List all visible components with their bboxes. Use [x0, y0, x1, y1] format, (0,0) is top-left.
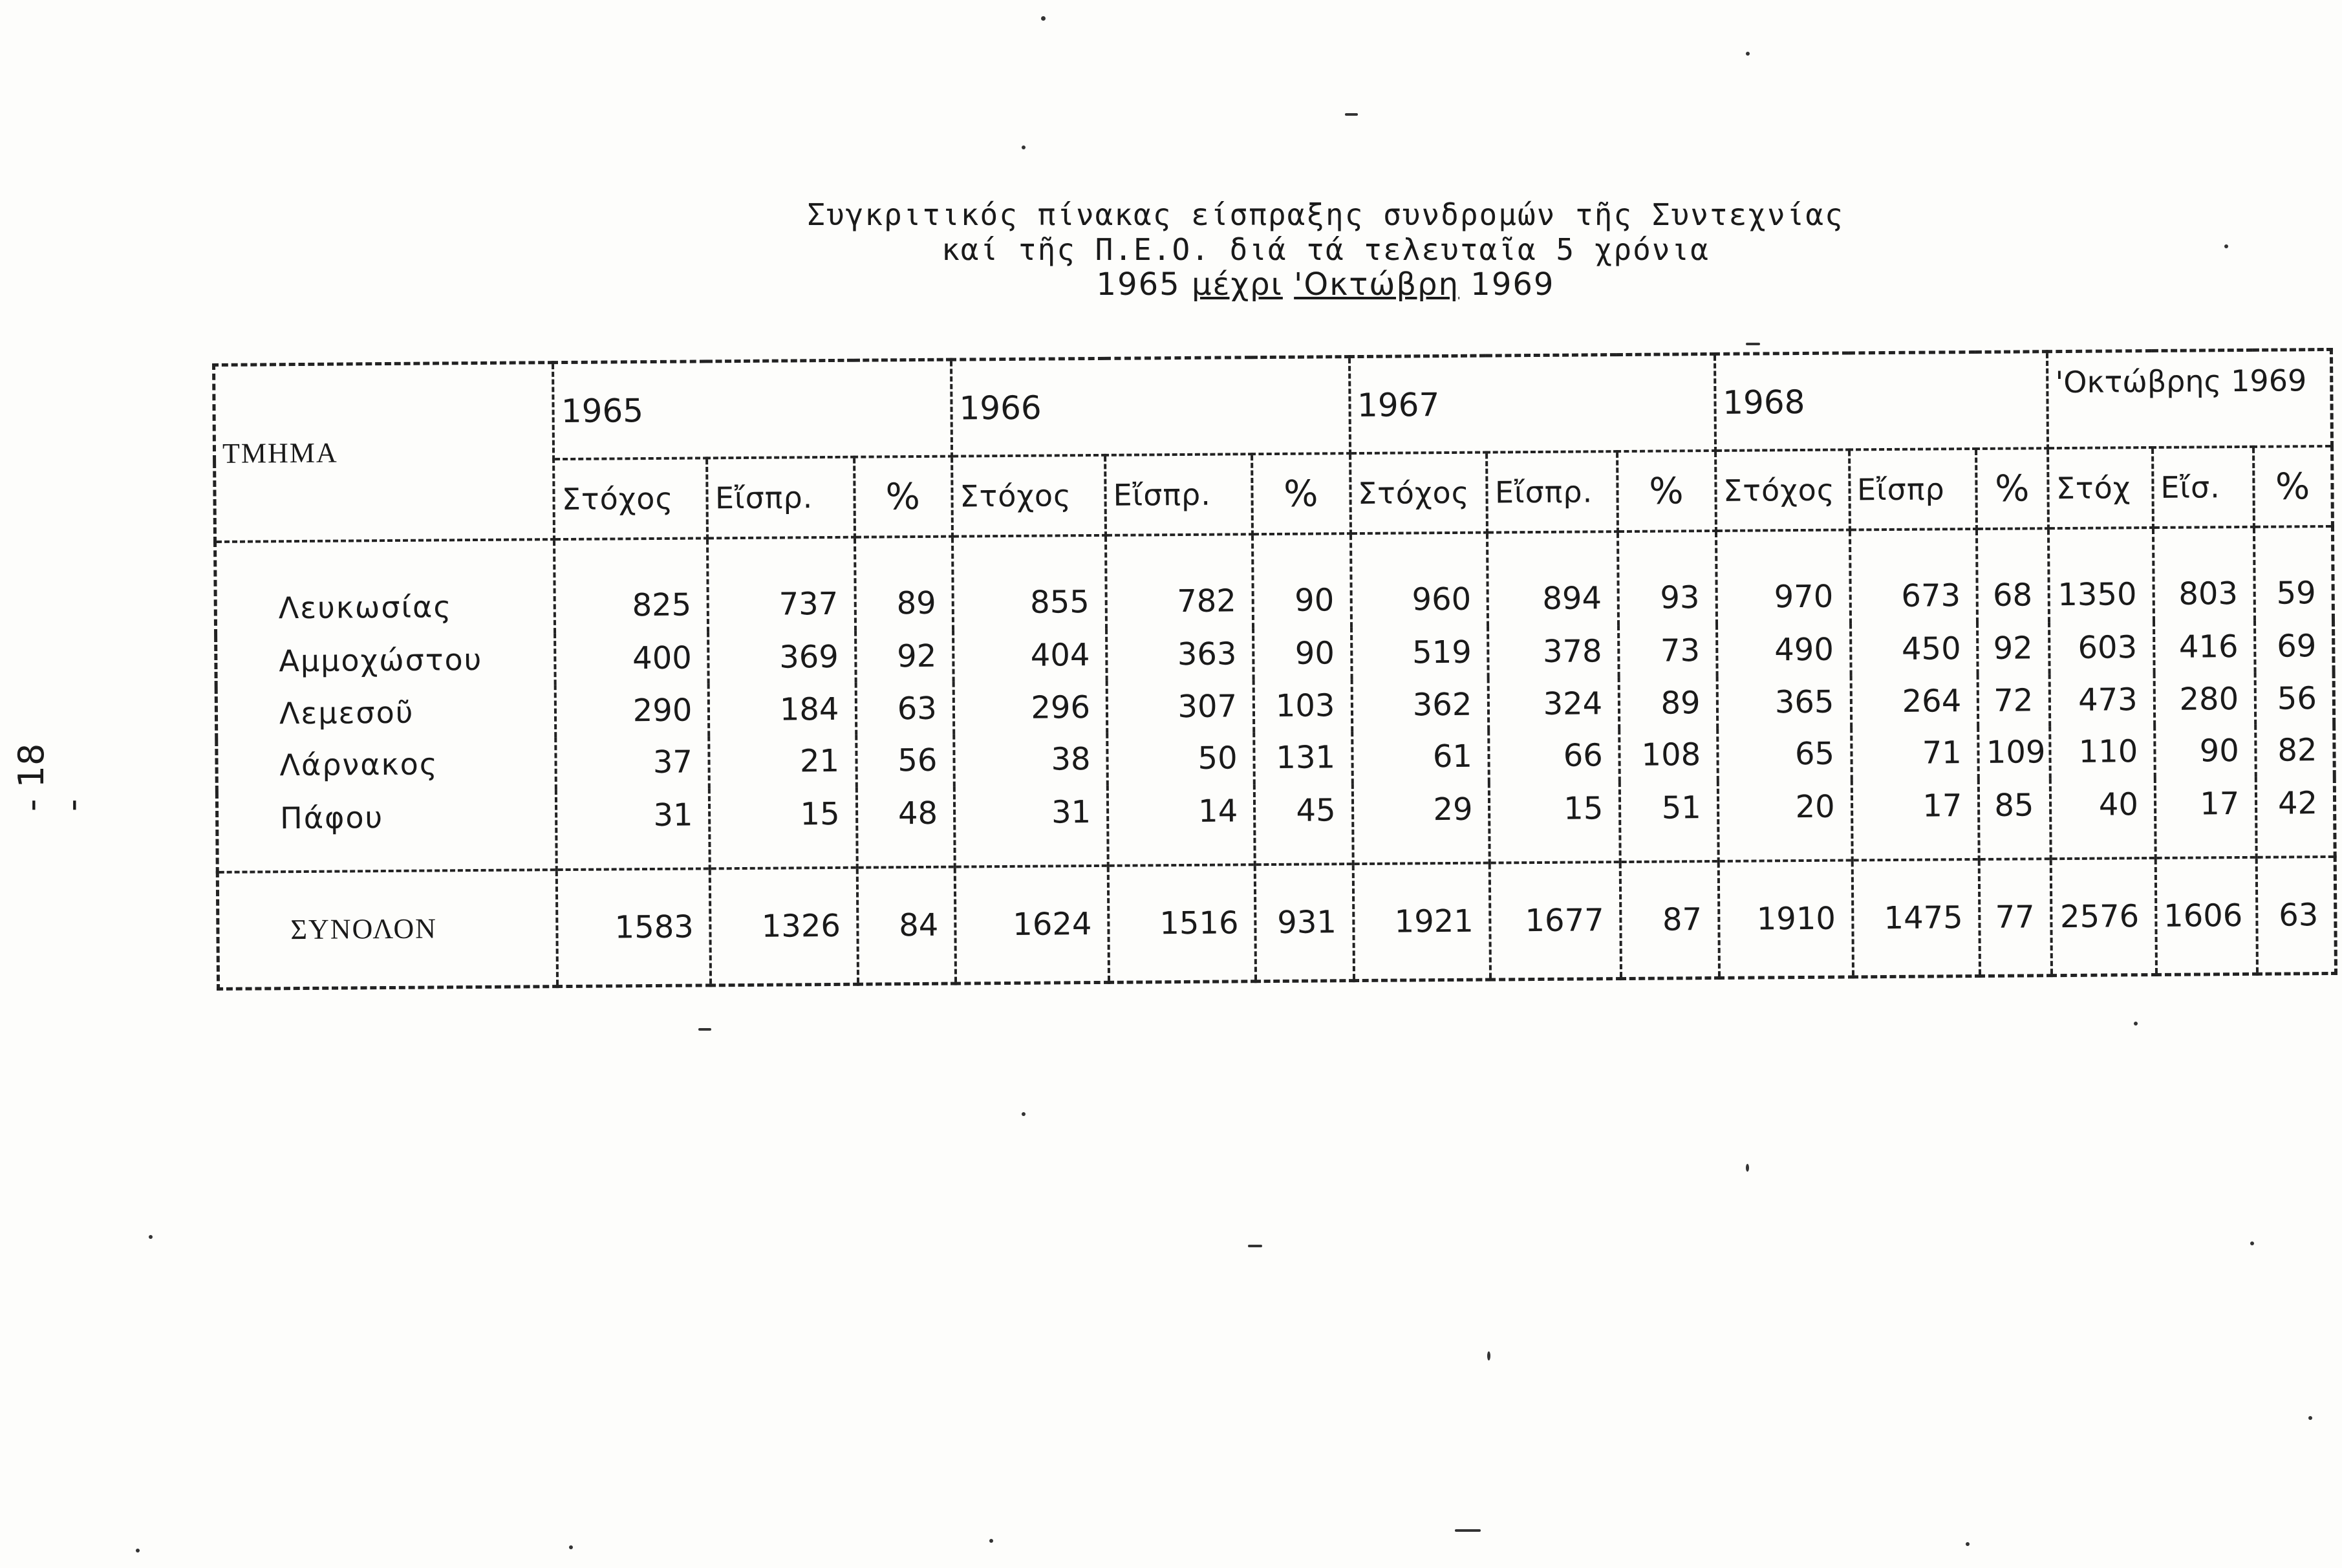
scan-speck — [1455, 1529, 1481, 1532]
table-cell: 108 — [1619, 729, 1717, 782]
table-cell: 378 — [1488, 625, 1618, 678]
table-cell: 803 — [2153, 527, 2255, 621]
table-cell: 20 — [1717, 780, 1852, 861]
table-cell: 65 — [1717, 728, 1851, 781]
table-cell: 40 — [2050, 778, 2155, 859]
table-cell: 970 — [1716, 530, 1851, 624]
table-row — [217, 777, 2335, 872]
table-cell: 490 — [1717, 623, 1851, 676]
table-cell: 825 — [554, 538, 708, 633]
total-cell: 2576 — [2051, 858, 2156, 976]
table-cell: 31 — [954, 786, 1108, 867]
table-cell: 1350 — [2048, 528, 2154, 622]
table-cell: 307 — [1107, 680, 1254, 733]
table-cell: 66 — [1489, 729, 1620, 782]
table-cell: 71 — [1851, 727, 1979, 780]
region-name: Λεμεσοῦ — [216, 685, 555, 740]
table-cell: 89 — [1619, 676, 1717, 729]
table-cell: 42 — [2256, 777, 2335, 857]
table-cell: 184 — [709, 683, 856, 736]
title-line-2: καί τῆς Π.Ε.Ο. διά τά τελευταῖα 5 χρόνια — [941, 232, 1710, 267]
scan-speck — [1487, 1351, 1490, 1360]
date-range-middle: μέχρι — [1191, 266, 1283, 303]
region-rows — [215, 526, 2336, 872]
table-cell: 960 — [1351, 533, 1488, 627]
percent-header: % — [1252, 453, 1350, 534]
table-cell: 45 — [1254, 784, 1353, 865]
page-number: - 18 - — [11, 743, 92, 811]
scan-speck — [1966, 1542, 1970, 1546]
table-cell: 15 — [709, 788, 857, 869]
scan-speck — [1345, 113, 1358, 116]
date-range-end-month: 'Οκτώβρη — [1294, 266, 1460, 303]
table-cell: 110 — [2050, 725, 2155, 779]
table-cell: 109 — [1979, 726, 2051, 779]
scan-speck — [2308, 1416, 2312, 1420]
table-cell: 15 — [1489, 782, 1620, 863]
table-cell: 416 — [2154, 621, 2255, 674]
table-cell: 450 — [1851, 623, 1978, 676]
collected-header: Εἴσπρ. — [707, 457, 855, 539]
table-cell: 92 — [1977, 622, 2050, 674]
scan-speck — [1041, 16, 1046, 21]
collected-header: Εἴσ. — [2153, 447, 2254, 528]
table-cell: 89 — [854, 537, 952, 631]
table-cell: 59 — [2254, 526, 2333, 621]
table-cell: 69 — [2255, 620, 2334, 673]
year-header: 'Οκτώβρης 1969 — [2047, 349, 2332, 448]
year-header: 1966 — [951, 357, 1350, 456]
table-cell: 290 — [555, 684, 709, 737]
year-header: 1968 — [1715, 352, 2048, 451]
table-cell: 90 — [1252, 533, 1351, 628]
table-cell: 63 — [855, 682, 954, 735]
scan-speck — [569, 1545, 573, 1549]
percent-header: % — [2253, 446, 2332, 527]
table-cell: 782 — [1106, 534, 1253, 628]
target-header: Στόχος — [553, 458, 707, 539]
total-cell: 1583 — [557, 868, 711, 986]
total-cell: 84 — [857, 867, 956, 985]
table-cell: 737 — [707, 537, 855, 632]
year-header-row — [214, 349, 2332, 462]
region-name: Πάφου — [217, 789, 557, 872]
total-cell: 63 — [2257, 857, 2336, 974]
table-cell: 73 — [1618, 625, 1717, 678]
document-title — [711, 197, 1940, 302]
table-cell: 56 — [856, 735, 954, 788]
table-cell: 85 — [1979, 779, 2051, 859]
scan-speck — [1746, 1164, 1749, 1172]
table-cell: 51 — [1620, 781, 1718, 862]
table-cell: 17 — [2155, 777, 2257, 858]
table-cell: 68 — [1977, 528, 2049, 623]
total-cell: 1677 — [1490, 862, 1621, 980]
total-cell: 1606 — [2156, 857, 2258, 975]
subscription-table — [212, 348, 2337, 991]
table-cell: 29 — [1352, 782, 1490, 864]
table-cell: 50 — [1107, 732, 1254, 785]
percent-header: % — [1976, 448, 2048, 529]
percent-header: % — [1617, 451, 1715, 532]
table-cell: 92 — [855, 630, 954, 683]
scan-speck — [2250, 1241, 2254, 1245]
target-header: Στόχ — [2048, 447, 2153, 528]
table-cell: 31 — [556, 788, 710, 870]
scan-speck — [1022, 1112, 1026, 1116]
table-cell: 90 — [2154, 725, 2256, 778]
total-cell: 1516 — [1108, 865, 1256, 982]
table-cell: 17 — [1851, 779, 1979, 861]
table-cell: 603 — [2049, 621, 2154, 674]
table-cell: 404 — [953, 629, 1107, 682]
collected-header: Εἴσπρ — [1849, 449, 1977, 530]
table-cell: 38 — [954, 733, 1108, 786]
table-cell: 519 — [1351, 626, 1489, 679]
total-cell: 1475 — [1852, 859, 1980, 977]
table-cell: 264 — [1851, 674, 1978, 727]
target-header: Στόχος — [1350, 453, 1488, 534]
total-cell: 1910 — [1718, 860, 1853, 978]
table-cell: 362 — [1351, 678, 1489, 731]
percent-header: % — [854, 456, 952, 537]
total-cell: 1921 — [1353, 863, 1490, 981]
table-cell: 400 — [555, 632, 709, 685]
region-name: Λάρνακος — [217, 737, 556, 792]
table-cell: 21 — [709, 735, 857, 788]
scan-speck — [136, 1549, 140, 1552]
collected-header: Εἴσπρ. — [1487, 451, 1618, 532]
total-cell: 931 — [1255, 864, 1354, 982]
scan-speck — [1022, 145, 1026, 149]
total-label: ΣΥΝΟΛΟΝ — [217, 870, 557, 989]
region-name: Λευκωσίας — [215, 539, 555, 636]
table-cell: 82 — [2255, 724, 2334, 777]
table-cell: 363 — [1106, 628, 1254, 681]
table-cell: 296 — [954, 681, 1108, 734]
total-cell: 1624 — [955, 866, 1109, 983]
table-cell: 894 — [1487, 532, 1618, 626]
scan-speck — [2224, 244, 2228, 248]
table-cell: 93 — [1618, 531, 1716, 625]
total-row — [217, 857, 2336, 989]
year-header: 1967 — [1349, 354, 1715, 453]
table-cell: 473 — [2050, 673, 2154, 726]
title-line-3 — [711, 267, 1940, 302]
region-name: Αμμοχώστου — [216, 633, 555, 688]
table-cell: 280 — [2154, 672, 2255, 725]
table-cell: 131 — [1254, 731, 1352, 784]
table-cell: 72 — [1978, 674, 2050, 727]
table-cell: 369 — [709, 631, 856, 684]
total-cell: 87 — [1620, 861, 1719, 979]
table-row — [215, 526, 2334, 636]
table-cell: 61 — [1352, 731, 1490, 784]
scan-speck — [2134, 1022, 2138, 1026]
table-cell: 37 — [556, 736, 710, 789]
scan-speck — [989, 1539, 993, 1543]
scan-speck — [698, 1028, 711, 1031]
date-range-start: 1965 — [1096, 266, 1181, 303]
year-header: 1965 — [553, 360, 952, 459]
table-cell: 365 — [1717, 676, 1851, 729]
collected-header: Εἴσπρ. — [1105, 454, 1252, 535]
table-cell: 103 — [1254, 680, 1352, 733]
table-cell: 14 — [1108, 784, 1255, 866]
table-wrapper — [212, 348, 2337, 991]
table-cell: 48 — [856, 786, 954, 867]
scan-speck — [1746, 52, 1750, 56]
target-header: Στόχος — [1715, 449, 1850, 531]
total-cell: 1326 — [710, 868, 857, 985]
table-cell: 90 — [1253, 627, 1351, 680]
dept-header: ΤΜΗΜΑ — [214, 363, 555, 542]
table-cell: 673 — [1850, 529, 1978, 623]
table-cell: 324 — [1488, 678, 1619, 731]
table-cell: 56 — [2255, 672, 2334, 725]
target-header: Στόχος — [952, 455, 1106, 537]
title-line-1: Συγκριτικός πίνακας είσπραξης συνδρομών τῆς Συντεχνίας — [807, 197, 1844, 232]
table-cell: 855 — [952, 535, 1106, 630]
date-range-end-year: 1969 — [1470, 266, 1555, 303]
scan-speck — [149, 1235, 153, 1239]
scan-speck — [1248, 1245, 1262, 1247]
total-cell: 77 — [1979, 859, 2052, 976]
scan-speck — [1746, 343, 1760, 345]
